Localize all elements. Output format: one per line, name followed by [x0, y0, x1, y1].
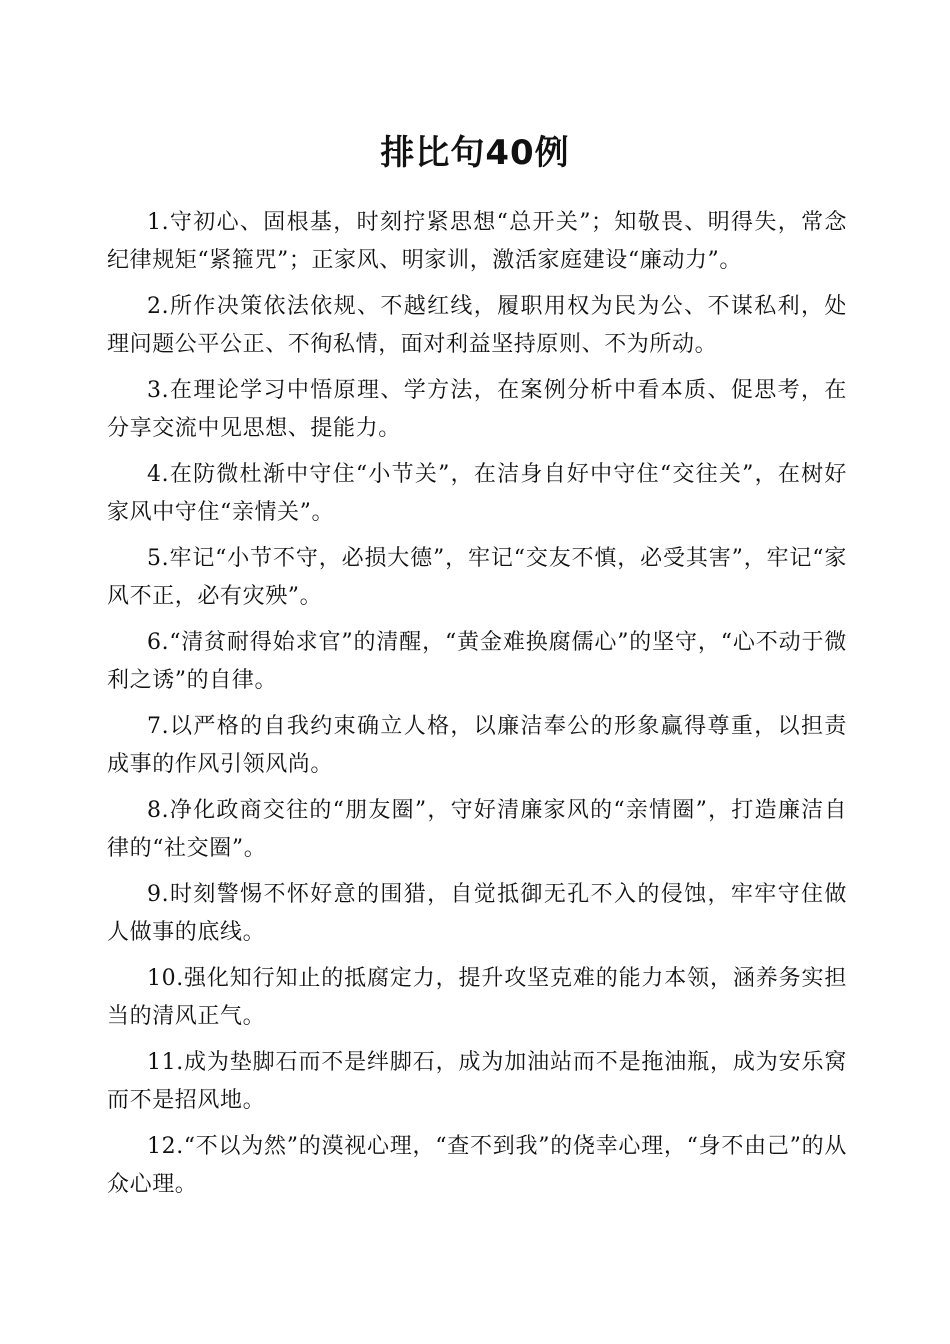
paragraph-9: 9.时刻警惕不怀好意的围猎，自觉抵御无孔不入的侵蚀，牢牢守住做人做事的底线。	[107, 882, 847, 945]
paragraph-7: 7.以严格的自我约束确立人格，以廉洁奉公的形象赢得尊重，以担责成事的作风引领风尚。	[107, 714, 847, 777]
paragraph-1: 1.守初心、固根基，时刻拧紧思想“总开关”；知敬畏、明得失，常念纪律规矩“紧箍咒”；正家风、明家训，激活家庭建设“廉动力”。	[107, 210, 847, 273]
paragraph-6: 6.“清贫耐得始求官”的清醒，“黄金难换腐儒心”的坚守，“心不动于微利之诱”的自律。	[107, 630, 847, 693]
page-title: 排比句40例	[380, 133, 570, 173]
paragraph-12: 12.“不以为然”的漠视心理，“查不到我”的侥幸心理，“身不由己”的从众心理。	[107, 1134, 847, 1197]
paragraph-8: 8.净化政商交往的“朋友圈”，守好清廉家风的“亲情圈”，打造廉洁自律的“社交圈”。	[107, 798, 847, 861]
paragraph-3: 3.在理论学习中悟原理、学方法，在案例分析中看本质、促思考，在分享交流中见思想、提能力。	[107, 378, 847, 441]
paragraph-5: 5.牢记“小节不守，必损大德”，牢记“交友不慎，必受其害”，牢记“家风不正，必有灾殃”。	[107, 546, 847, 609]
paragraph-2: 2.所作决策依法依规、不越红线，履职用权为民为公、不谋私利，处理问题公平公正、不徇私情，面对利益坚持原则、不为所动。	[107, 294, 847, 357]
paragraph-10: 10.强化知行知止的抵腐定力，提升攻坚克难的能力本领，涵养务实担当的清风正气。	[107, 966, 847, 1029]
paragraph-4: 4.在防微杜渐中守住“小节关”，在洁身自好中守住“交往关”，在树好家风中守住“亲情关”。	[107, 462, 847, 525]
document-body	[107, 204, 847, 1212]
paragraph-11: 11.成为垫脚石而不是绊脚石，成为加油站而不是拖油瓶，成为安乐窝而不是招风地。	[107, 1050, 847, 1113]
